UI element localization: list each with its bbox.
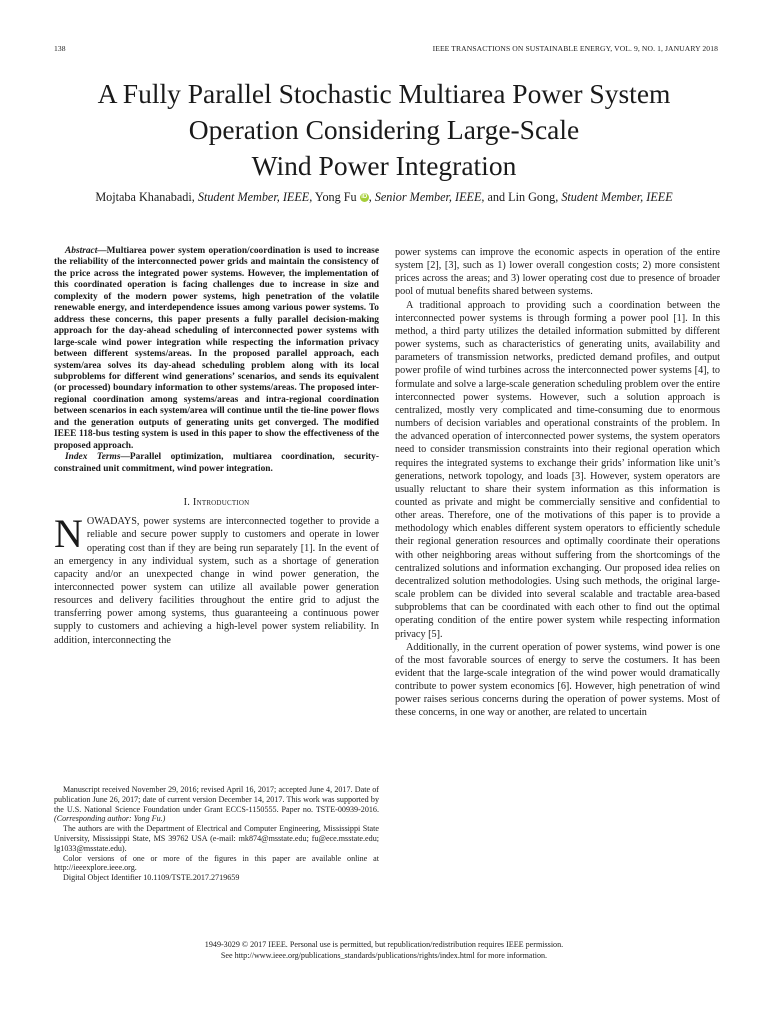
rights-link-line: See http://www.ieee.org/publications_standards/publications/rights/index.html for more information. [220, 950, 548, 960]
orcid-icon[interactable]: iD [361, 194, 368, 200]
section-numeral: I. [183, 497, 191, 509]
body-paragraph: power systems can improve the economic aspects in operation of the entire system [2], [3], such as 1) lower overall congestion costs; 2) more consistent prices across the areas; and 3) lower operating cost due to presence of broader pool of mutual benefits shared between systems. [395, 247, 720, 298]
abstract-text: —Multiarea power system operation/coordination is used to increase the reliability of the interconnected power grids and maintain the consistency of the price across the integrated power systems. However, the implementation of this coordinated operation is facing challenges due to increase in size and complexity of the modern power systems, high penetration of the volatile renewable energy, and interdependence issues among various power systems. To address these concerns, this paper presents a fully parallel decision-making approach for the day-ahead scheduling of interconnected power systems with large-scale wind power integration while respecting the information privacy between different systems/areas. In the proposed parallel approach, each system/area solves its day-ahead scheduling problem along with its local subproblems for different wind generations’ scenarios, and sends its equivalent (or processed) boundary information to other systems/areas. The proposed inter-regional coordination among systems/areas and intra-regional coordination between scenarios in each system/area will continue until the tie-line power flows and the generation outputs of generating units get converged. The modified IEEE 118-bus testing system is used in this paper to show the effectiveness of the proposed approach. [54, 246, 379, 451]
author-line: Mojtaba Khanabadi, Student Member, IEEE, Yong Fu iD , Senior Member, IEEE, and Lin Gong, Student Member, IEEE [95, 190, 673, 204]
author-2-role: Senior Member, IEEE, [374, 190, 485, 204]
author-2-name: Yong Fu [314, 190, 357, 204]
index-terms-text: —Parallel optimization, multiarea coordination, security-constrained unit commitment, wind power integration. [54, 452, 379, 474]
author-1-name: Mojtaba Khanabadi, [95, 190, 195, 204]
journal-header: IEEE TRANSACTIONS ON SUSTAINABLE ENERGY, VOL. 9, NO. 1, JANUARY 2018 [432, 44, 718, 53]
paper-title [40, 76, 728, 184]
footnote-doi: Digital Object Identifier 10.1109/TSTE.2017.2719659 [63, 873, 240, 883]
author-1-role: Student Member, IEEE, [197, 190, 313, 204]
intro-text: power systems are interconnected together to provide a reliable and secure power supply to customers and operate in lower operating cost than if they are being run separately [1]. In the event of an emergency in any individual system, such as a shortage of generation capacity and/or an unexpected change in wind power generation, the interconnected power system can utilize all available power generation resources and delivery facilities throughout the entire grid to adjust the transferring power among systems, thus guaranteeing a continuous power supply to customers and achieving a high-level power system reliability. In addition, interconnecting the [54, 516, 379, 646]
abstract [54, 246, 379, 452]
title-line-3: Wind Power Integration [251, 150, 517, 181]
footnotes [54, 785, 379, 883]
body-paragraph: Additionally, in the current operation of power systems, wind power is one of the most favorable sources of energy to serve the costumers. It has been evident that the large-scale integration of the wind power would dramatically contribute to power system economics [6]. However, high penetration of wind power raises serious concerns during the operation of power systems. Most of these concerns, in one way or another, are related to uncertain [395, 641, 720, 719]
left-column [54, 246, 379, 647]
footnote-color: Color versions of one or more of the figures in this paper are available online at http://ieeexplore.ieee.org. [54, 853, 379, 873]
title-line-1: A Fully Parallel Stochastic Multiarea Power System [97, 78, 671, 109]
footnote-manuscript: Manuscript received November 29, 2016; revised April 16, 2017; accepted June 4, 2017. Date of publication June 26, 2017; date of current version December 14, 2017. This work was supported by the U.S. National Science Foundation under Grant ECCS-1150555. Paper no. TSTE-00939-2016. (Corresponding author: Yong Fu.) [54, 785, 379, 824]
body-paragraph: A traditional approach to providing such a coordination between the interconnected power systems is through forming a power pool [1]. In this method, a third party utilizes the detailed information submitted by different power systems, such as characteristics of generating units, availability and parameters of transmission networks, predicted demand profiles, and output power profile of wind turbines across the interconnected power systems [4], to formulate and solve a large-scale generation scheduling problem over the entire interconnected power systems. However, such a solution approach is centralized, mostly very complicated and time-consuming due to enormous numbers of decision variables and operational constraints of the problem. In the advanced operation of interconnected power systems, the system operators need to consider transmission constraints into their regional operation which requires the integrated systems to exchange their grids’ information like unit’s generations, network topology, and loads [3]. However, system operators are usually reluctant to share their system information as this information is counted as private and might be commercially sensitive and confidential to other areas. Therefore, one of the motivations of this paper is to provide a methodology which enables different system operators to efficiently schedule their regional generation resources and optimally coordinate their operations with other neighboring areas without suffering from the shortcomings of the centralized solutions and information exchanging. Our proposed idea relies on decentralized solution methodologies. Using such methods, the original large-scale problem can be divided into several scalable and tractable area-based subproblems that can be coordinated with each other to find out the optimal operating condition of the entire power system while respecting information privacy [5]. [395, 299, 720, 640]
abstract-label: Abstract [65, 246, 98, 256]
section-title: Introduction [192, 497, 250, 509]
drop-cap: N [54, 511, 83, 557]
section-heading-introduction [54, 496, 379, 509]
author-3-name: and Lin Gong, [487, 190, 559, 204]
footnote-affiliation: The authors are with the Department of Electrical and Computer Engineering, Mississippi State University, Mississippi State, MS 39762 USA (e-mail: mk874@msstate.edu; fu@ece.msstate.edu; lg1033@msstate.edu). [54, 824, 379, 853]
copyright-footer [0, 940, 768, 961]
intro-paragraph [54, 511, 379, 647]
intro-first-word: OWADAYS, [86, 516, 140, 528]
index-terms-label: Index Terms [65, 452, 121, 463]
author-3-role: Student Member, IEEE [561, 190, 673, 204]
copyright-line: 1949-3029 © 2017 IEEE. Personal use is permitted, but republication/redistribution requires IEEE permission. [204, 940, 564, 949]
running-head [54, 44, 718, 56]
title-line-2: Operation Considering Large-Scale [188, 114, 580, 145]
page-number: 138 [54, 44, 66, 53]
index-terms [54, 452, 379, 475]
right-column [395, 246, 720, 720]
